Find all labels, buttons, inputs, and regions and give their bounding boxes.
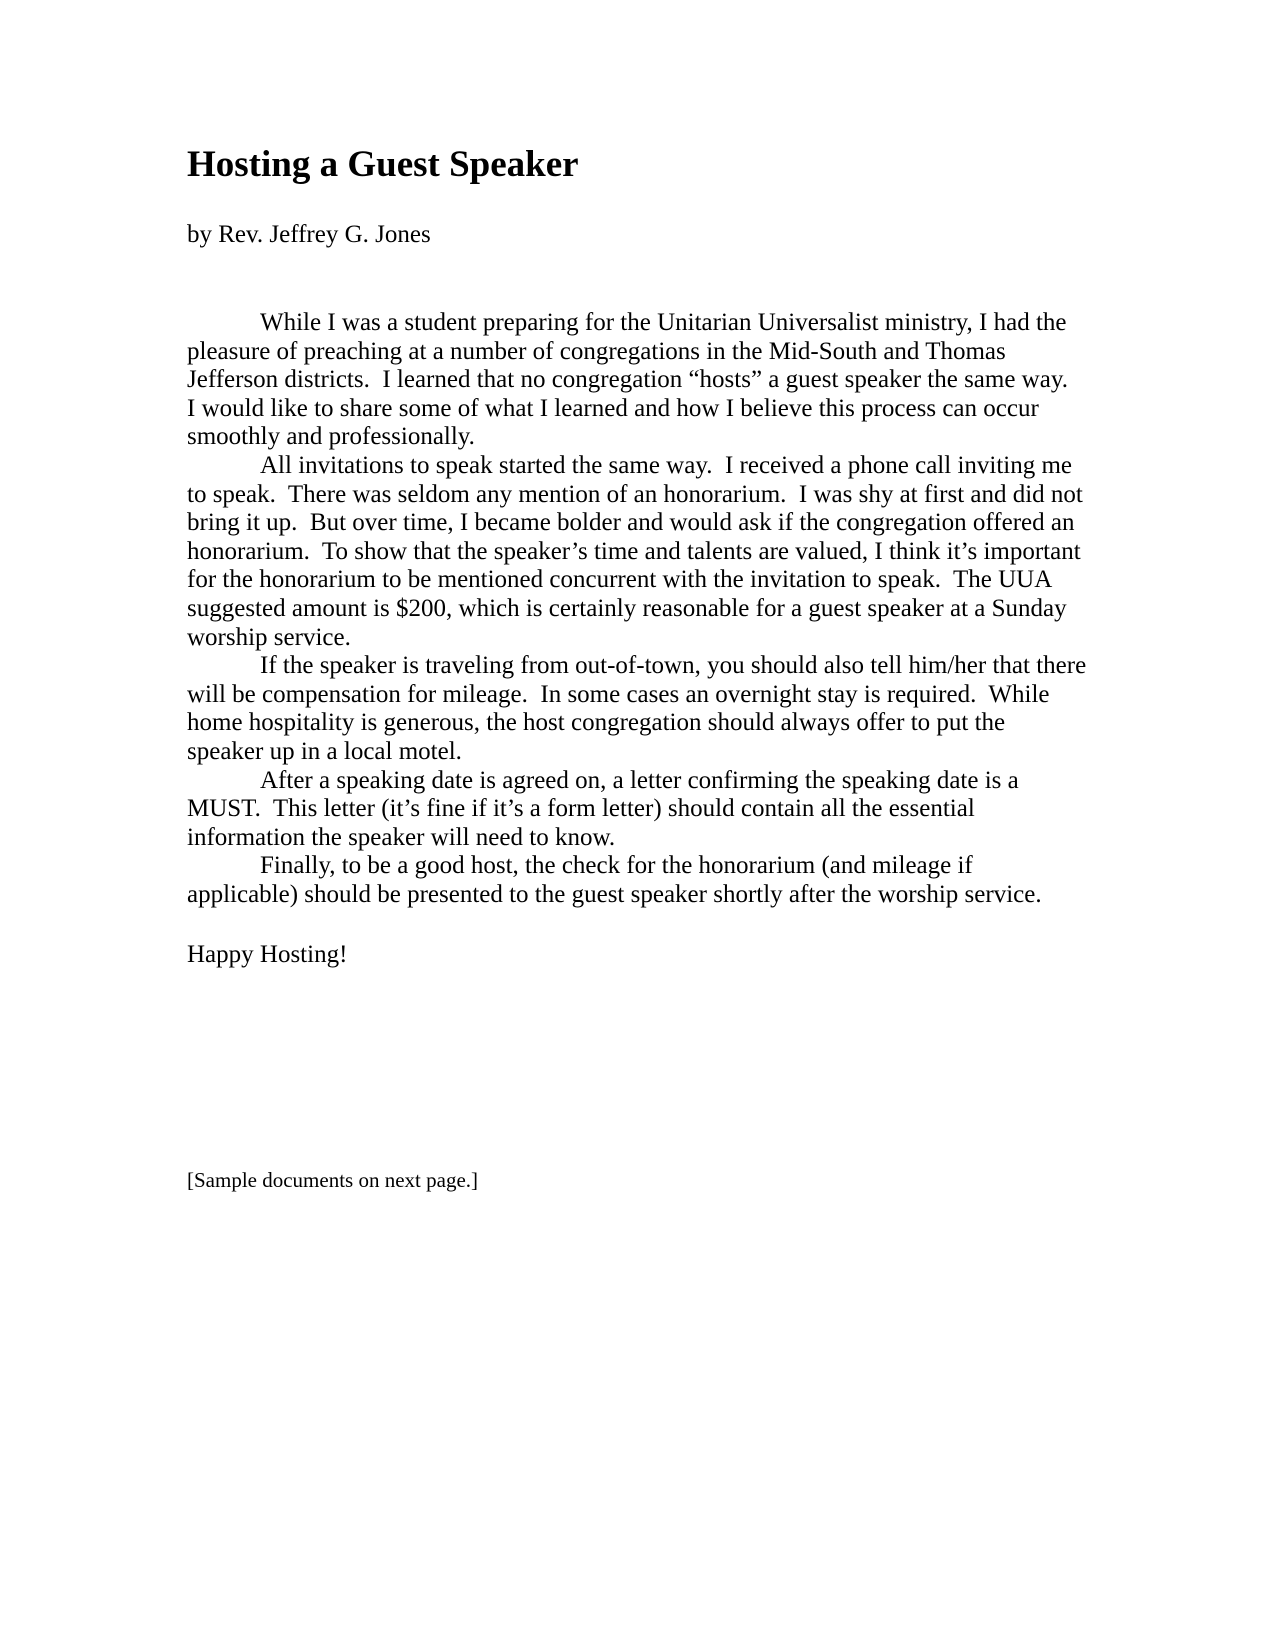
page-title: Hosting a Guest Speaker (187, 144, 579, 185)
document-content (0, 144, 1275, 1193)
paragraph-5: Finally, to be a good host, the check for the honorarium (and mileage if applicable) should be presented to the guest speaker shortly after the worship service. (187, 852, 1042, 908)
paragraph-3: If the speaker is traveling from out-of-town, you should also tell him/her that there will be compensation for mileage. In some cases an overnight stay is required. While home hospitality is generous, the host congregation should always offer to put the speaker up in a local motel. (187, 652, 1093, 765)
closing-line: Happy Hosting! (187, 941, 348, 969)
paragraph-1: While I was a student preparing for the Unitarian Universalist ministry, I had the pleasure of preaching at a number of congregations in the Mid-South and Thomas Jefferson districts. I learned that no congregation “hosts” a guest speaker the same way. I would like to share some of what I learned and how I believe this process can occur smoothly and professionally. (187, 309, 1081, 451)
byline: by Rev. Jeffrey G. Jones (187, 221, 431, 248)
paragraph-2: All invitations to speak started the same way. I received a phone call inviting me to speak. There was seldom any mention of an honorarium. I was shy at first and did not bring it up. But over time, I became bolder and would ask if the congregation offered an honorarium. To show that the speaker’s time and talents are valued, I think it’s important for the honorarium to be mentioned concurrent with the invitation to speak. The UUA suggested amount is $200, which is certainly reasonable for a guest speaker at a Sunday worship service. (187, 451, 1090, 651)
document-body (187, 309, 1093, 909)
paragraph-4: After a speaking date is agreed on, a letter confirming the speaking date is a MUST. This letter (it’s fine if it’s a form letter) should contain all the essential information the speaker will need to know. (187, 766, 1025, 851)
sample-documents-note: [Sample documents on next page.] (187, 1168, 479, 1193)
